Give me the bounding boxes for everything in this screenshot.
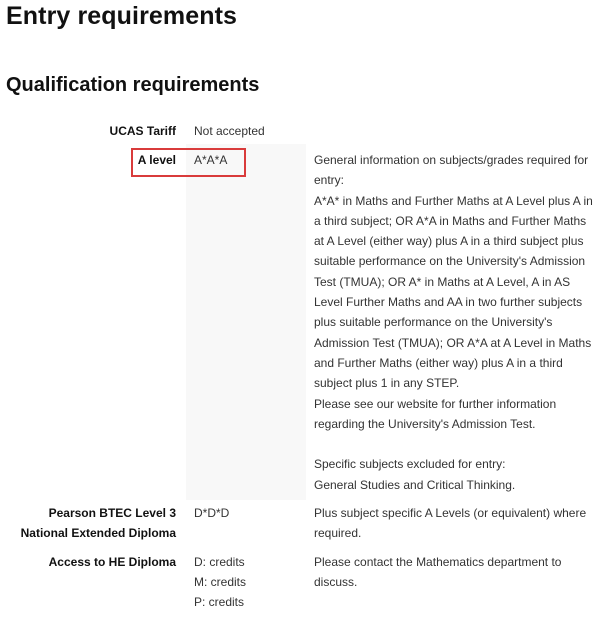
grade-value: P: credits [194,595,245,609]
grade-value: A*A*A [194,153,228,167]
note-text: Plus subject specific A Levels (or equivalent) where required. [314,506,587,541]
note-text: A*A* in Maths and Further Maths at A Level plus A in a third subject; OR A*A in Maths and Further Maths at A Level (either way) plus A in a third subject plus suitable performance on the University's Admission Test (TMUA); OR A* in Maths at A Level, A in AS Level Further Maths and AA in two further subjects plus suitable performance on the University's Admission Test (TMUA); OR A*A at A Level in Maths and Further Maths (either way) plus A in a third subject plus 1 in any STEP. [314,193,593,391]
grade-value: Not accepted [194,124,265,138]
row-label: Pearson BTEC Level 3 National Extended Diploma [20,506,176,540]
note-text: General information on subjects/grades required for entry: [314,153,589,188]
row-label: Access to HE Diploma [48,555,176,569]
row-label: A level [137,153,176,167]
row-notes [314,503,598,544]
a-level-grade-background [186,144,306,500]
grade-value: D*D*D [194,506,230,520]
page-title: Entry requirements [6,2,238,30]
row-notes [314,552,598,593]
row-grades [194,552,304,612]
row-grades [194,503,304,523]
section-title: Qualification requirements [6,74,260,96]
row-notes [314,150,598,495]
note-text: Specific subjects excluded for entry: [314,457,506,472]
note-text: General Studies and Critical Thinking. [314,477,516,492]
grade-value: M: credits [194,575,247,589]
note-text: Please see our website for further information regarding the University's Admission Test. [314,396,557,431]
grade-value: D: credits [194,555,245,569]
a-level-highlight-box [131,148,246,177]
row-label: UCAS Tariff [109,124,176,138]
note-text: Please contact the Mathematics department to discuss. [314,555,562,590]
row-grades [194,121,304,141]
note-gap [314,434,598,454]
